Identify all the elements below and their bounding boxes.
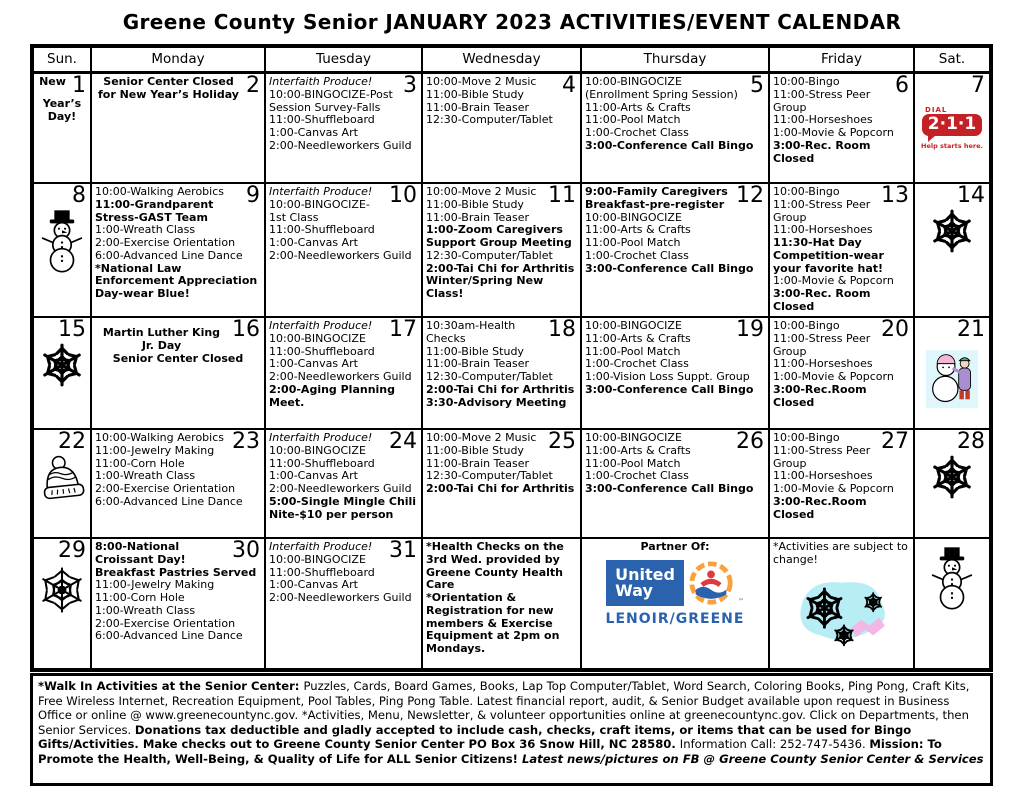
weekday-header-sun: Sun. [34,48,92,74]
event-line: 9:00-Family Caregivers Breakfast-pre-register [585,185,728,211]
event-line: 1:00-Crochet Class [585,469,689,483]
event-line: 3:00-Conference Call Bingo [585,138,754,152]
event-line: 2:00-Tai Chi for Arthritis Winter/Spring New Class! [426,261,575,300]
event-line: 10:00-BINGOCIZE [585,319,682,332]
day-number: 13 [881,184,909,208]
dial-211-logo [918,98,986,151]
event-line: 10:00-BINGOCIZE [269,331,366,345]
day-number: 6 [895,74,909,98]
day-cell-8 [34,184,92,318]
event-line: 11:00-Arts & Crafts [585,443,691,457]
day-number: 9 [246,184,260,208]
event-line: 11:00-Horseshoes [773,223,873,237]
dial-211-dial-text: DIAL [925,105,948,114]
snowman-icon [37,208,87,274]
day-number: 30 [232,539,260,563]
event-line: 10:00-Bingo [773,319,840,332]
day-number: 11 [548,184,576,208]
event-line: 1:00-Canvas Art [269,236,358,249]
day-number: 28 [957,430,985,454]
day-number: 22 [58,430,86,454]
day-cell-4 [423,74,582,184]
day-number: 3 [403,74,417,98]
event-line: 3:00-Rec.Room Closed [773,494,867,521]
event-line: *National Law Enforcement Appreciation Day-wear Blue! [95,261,258,300]
event-line: 11:00-Pool Match [585,113,681,127]
event-line: 10:00-Move 2 Music [426,75,537,88]
day-number: 4 [562,74,576,98]
event-line: 12:30-Computer/Tablet [426,370,553,383]
event-line: 1:00-Canvas Art [269,126,358,139]
event-line: 1:00-Wreath Class [95,469,196,483]
event-line: 11:00-Shuffleboard [269,223,375,237]
day-cell-23 [92,430,266,539]
event-line: 10:00-BINGOCIZE-1st Class [269,197,370,224]
footer-segment: Donations tax deductible and gladly accepted to include cash, checks, craft items, or items that can be used for Bingo Gifts/Activities. Make checks out to Greene County Senior Center PO Box 36 Snow Hill, NC 28580. [38,722,912,752]
event-line: 2:00-Exercise Orientation [95,482,236,495]
snowflake-icon [918,454,986,500]
event-line: 11:00-Brain Teaser [426,100,529,114]
event-line: 10:00-BINGOCIZE [269,443,366,457]
event-line: Interfaith Produce! [269,431,373,444]
day-cell-1 [34,74,92,184]
day-cell-25 [423,430,582,539]
weekday-header-tue: Tuesday [266,48,423,74]
day-number: 14 [957,184,985,208]
event-line: 10:00-Walking Aerobics [95,431,224,444]
united-way-region: LENOIR/GREENE [605,611,745,628]
event-line: 2:00-Tai Chi for Arthritis [426,382,575,396]
event-line: 12:30-Computer/Tablet [426,248,553,262]
day-cell-29 [34,539,92,668]
day-number: 15 [58,318,86,342]
info-cell [915,539,989,668]
event-line: 12:30-Computer/Tablet [426,469,553,483]
day-number: 25 [548,430,576,454]
footer-segment: Mission: To Promote the Health, Well-Being, & Quality of Life for ALL Senior Citizens! [38,737,942,766]
event-line: 3:00-Rec.Room Closed [773,382,867,409]
day-cell-16 [92,318,266,430]
footer-segment: Information Call: 252-747-5436. [679,737,870,752]
event-line: 1:00-Crochet Class [585,357,689,371]
event-line: 3:00-Conference Call Bingo [585,382,754,396]
event-line: 11:00-Stress Peer Group [773,87,871,114]
day-number: 21 [957,318,985,342]
weekday-header-wed: Wednesday [423,48,582,74]
day-cell-27 [770,430,915,539]
day-number: 1 [72,74,86,98]
dial-211-tagline: Help starts here. [921,142,983,150]
event-line: 11:00-Horseshoes [773,113,873,127]
weekday-header-fri: Friday [770,48,915,74]
event-line: 10:00-BINGOCIZE [269,552,366,566]
event-line: 6:00-Advanced Line Dance [95,248,243,262]
event-line: 3:00-Conference Call Bingo [585,261,754,275]
event-line: (Enrollment Spring Session) [585,87,738,101]
event-line: 5:00-Single Mingle Chili Nite-$10 per person [269,494,417,521]
event-line: Interfaith Produce! [269,185,373,198]
day-number: 20 [881,318,909,342]
winter-hat-icon [37,454,87,504]
event-line: 11:00-Arts & Crafts [585,223,691,237]
event-line: 1:00-Crochet Class [585,248,689,262]
day-number: 12 [736,184,764,208]
day-number: 2 [246,74,260,98]
event-line: Interfaith Produce! [269,75,373,88]
day-number: 23 [232,430,260,454]
event-line: 10:00-BINGOCIZE [585,431,682,444]
event-line: 11:00-Bible Study [426,197,524,211]
weekday-header-sat: Sat. [915,48,989,74]
event-line: 2:00-Needleworkers Guild [269,482,412,495]
weekday-header-thu: Thursday [582,48,770,74]
event-line: 11:00-Corn Hole [95,456,185,470]
day-cell-21 [915,318,989,430]
event-line: 2:00-Exercise Orientation [95,236,236,249]
united-way-emblem [688,560,734,606]
event-line: 10:30am-Health Checks [426,319,516,345]
dial-211-number: 2·1·1 [922,114,982,136]
event-line: 10:00-Move 2 Music [426,185,537,198]
event-line: 1:00-Zoom Caregivers Support Group Meeting [426,223,572,249]
day-number: 29 [58,539,86,563]
info-cell [423,539,582,668]
event-line: 11:00-Stress Peer Group [773,331,871,358]
day-number: 7 [971,74,985,98]
event-line: Interfaith Produce! [269,319,373,332]
event-line: 10:00-Bingo [773,431,840,444]
event-line: 3:00-Rec. Room Closed [773,287,871,313]
day-cell-30 [92,539,266,668]
day-cell-14 [915,184,989,318]
day-cell-31 [266,539,423,668]
footer-segment: Puzzles, Cards, Board Games, Books, Lap Top Computer/Tablet, Word Search, Coloring Books, Ping Pong, Craft Kits, Free Wireless Internet, Recreation Equipment, Pool Tables, Ping Pong Table. Latest financial report, audit, & Senior Budget available upon request in Business Office or online @ www.greenecountync.gov. *Activities, Menu, Newsletter, & volunteer opportunities online at greenecountync.gov. Click on Departments, then Senior Services. [38,679,970,737]
event-line: 11:30-Hat Day Competition-wear your favorite hat! [773,236,884,275]
event-line: Senior Center Closed for New Year’s Holiday [98,75,239,101]
event-line: *Activities are subject to change! [773,540,908,566]
united-way-logo: United Way ™ LENOIR/GREENE [585,558,765,628]
calendar-grid [34,74,989,668]
event-line: 6:00-Advanced Line Dance [95,494,243,508]
event-line: 11:00-Arts & Crafts [585,100,691,114]
color-snowflakes-icon [773,571,910,649]
event-line: 10:00-BINGOCIZE [585,210,682,224]
event-line: 11:00-Arts & Crafts [585,331,691,345]
event-line: 11:00-Shuffleboard [269,565,375,579]
event-line: 11:00-Bible Study [426,87,524,101]
event-line: 10:00-Bingo [773,75,840,88]
snowflake-outline-icon [37,563,87,617]
event-line: 1:00-Movie & Popcorn [773,126,894,139]
event-line: 11:00-Stress Peer Group [773,197,871,224]
day-number: 19 [736,318,764,342]
day-number: 26 [736,430,764,454]
event-line: 1:00-Vision Loss Suppt. Group [585,370,750,383]
event-line: 10:00-Bingo [773,185,840,198]
snowflake-icon [918,208,986,254]
day-cell-20 [770,318,915,430]
day-cell-10 [266,184,423,318]
event-line: 8:00-National Croissant Day! Breakfast Pastries Served [95,540,257,579]
event-line: 12:30-Computer/Tablet [426,113,553,127]
event-line: 11:00-Jewelry Making [95,443,215,457]
day-cell-5 [582,74,770,184]
event-line: 2:00-Needleworkers Guild [269,591,412,604]
snowflake-icon [37,342,87,388]
event-line: 10:00-BINGOCIZE-Post Session Survey-Falls [269,87,393,114]
footer-segment: *Walk In Activities at the Senior Center: [38,679,304,693]
united-way-wordmark: United Way [606,560,684,607]
day-number: 31 [389,539,417,563]
day-cell-11 [423,184,582,318]
event-line: 1:00-Wreath Class [95,223,196,237]
info-cell [770,539,915,668]
event-line: 1:00-Crochet Class [585,126,689,139]
day-cell-17 [266,318,423,430]
footer-notes [30,673,993,786]
event-line: 11:00-Jewelry Making [95,578,215,592]
event-line: 11:00-Horseshoes [773,469,873,483]
snowman-icon [918,545,986,611]
event-line: 1:00-Canvas Art [269,357,358,371]
event-line: 11:00-Grandparent Stress-GAST Team [95,197,214,224]
calendar-table [30,44,993,672]
day-number: 27 [881,430,909,454]
footer-segment: Latest news/pictures on FB @ Greene County Senior Center & Services [521,751,984,766]
event-line: 1:00-Canvas Art [269,578,358,592]
event-line: 10:00-Walking Aerobics [95,185,224,198]
event-line: 2:00-Needleworkers Guild [269,370,412,383]
event-line: 11:00-Brain Teaser [426,357,529,371]
event-line: Interfaith Produce! [269,540,373,553]
day-number: 16 [232,318,260,342]
event-line: 1:00-Canvas Art [269,469,358,483]
day-cell-7 [915,74,989,184]
event-line: 2:00-Exercise Orientation [95,616,236,630]
event-line: 11:00-Bible Study [426,443,524,457]
event-line: 3:30-Advisory Meeting [426,395,567,409]
event-line: Martin Luther King Jr. Day [102,326,221,352]
event-line: 10:00-Move 2 Music [426,431,537,444]
day-number: 24 [389,430,417,454]
child-snowman-icon [918,342,986,412]
event-line: 10:00-BINGOCIZE [585,75,682,88]
event-line: Partner Of: [640,540,710,553]
day-number: 10 [389,184,417,208]
event-line: 3:00-Conference Call Bingo [585,482,754,495]
event-line: 11:00-Corn Hole [95,591,185,604]
event-line: 2:00-Aging Planning Meet. [269,382,396,409]
event-line: Senior Center Closed [112,351,244,365]
weekday-header-mon: Monday [92,48,266,74]
day-cell-28 [915,430,989,539]
day-number: 8 [72,184,86,208]
info-cell [582,539,770,668]
day-cell-26 [582,430,770,539]
day-cell-9 [92,184,266,318]
event-line: 1:00-Movie & Popcorn [773,482,894,495]
event-line: 11:00-Shuffleboard [269,113,375,127]
event-line: 11:00-Horseshoes [773,357,873,371]
day-number: 5 [750,74,764,98]
event-line: 1:00-Movie & Popcorn [773,274,894,288]
event-line: 11:00-Brain Teaser [426,456,529,470]
event-line: New Year’s Day! [39,75,82,123]
day-cell-15 [34,318,92,430]
event-line: 11:00-Shuffleboard [269,456,375,470]
day-cell-13 [770,184,915,318]
day-cell-22 [34,430,92,539]
day-number: 17 [389,318,417,342]
weekday-header-row [34,48,989,74]
event-line: 11:00-Stress Peer Group [773,443,871,470]
day-cell-3 [266,74,423,184]
event-line: *Orientation & Registration for new members & Exercise Equipment at 2pm on Mondays. [426,591,560,655]
event-line: 1:00-Movie & Popcorn [773,370,894,383]
event-line: *Health Checks on the 3rd Wed. provided by Greene County Health Care [426,540,564,592]
day-cell-2 [92,74,266,184]
event-line: 2:00-Needleworkers Guild [269,248,412,262]
event-line: 3:00-Rec. Room Closed [773,138,871,165]
event-line: 2:00-Needleworkers Guild [269,138,412,152]
event-line: 11:00-Pool Match [585,344,681,358]
event-line: 11:00-Pool Match [585,456,681,470]
event-line: 6:00-Advanced Line Dance [95,629,243,643]
event-line: 11:00-Bible Study [426,344,524,358]
day-cell-18 [423,318,582,430]
event-line: 11:00-Brain Teaser [426,210,529,224]
event-line: 1:00-Wreath Class [95,603,196,617]
page-title: Greene County Senior JANUARY 2023 ACTIVITIES/EVENT CALENDAR [122,10,902,34]
event-line: 11:00-Pool Match [585,236,681,249]
day-cell-6 [770,74,915,184]
day-cell-19 [582,318,770,430]
day-cell-12 [582,184,770,318]
day-number: 18 [548,318,576,342]
day-cell-24 [266,430,423,539]
event-line: 2:00-Tai Chi for Arthritis [426,482,575,495]
event-line: 11:00-Shuffleboard [269,344,375,358]
